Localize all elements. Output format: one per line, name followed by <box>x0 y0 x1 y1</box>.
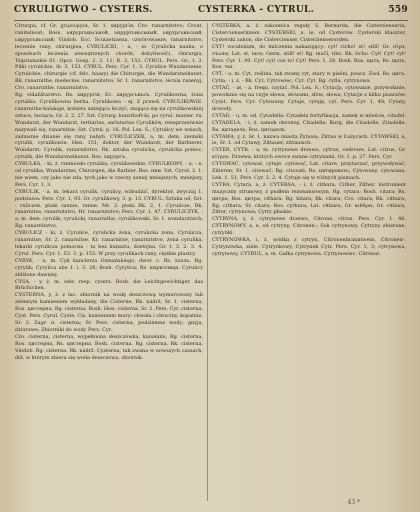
dictionary-entry: CYRULKA, - ki, ż. rzemiosło cyrulika, cyrulikowskie. CYRULKOWY, - a, - e, od cyrulika, Wundarztes, Chirurgen, die Barbier. Ros. нии. Szt. Cyrul. 2. 1. nie wiem, czy jako nie zda, tych jako w rzeczy samej mniejszych, mniejszy, Pers. Cyr. 1, 3. <box>15 161 203 188</box>
left-column <box>15 23 203 503</box>
dictionary-entry: Rg. vidalištarstvo. Rs. хирургія; Ec. хирургъиьсъ. Cyrulikowna, żona cyrulika. Cyrulikowna herba. Cyrulikowa - ej. Z prawd. CYRULIKOWIE. ranarnithe-kalakaje, kobieta umiejąca leczyć, znająca się na cyrulikowskiej sztuce, lecząca; Gr. 2. 2. 27. Szt. Cyrurg. kunsthoft-ki, po cyrul. manier. rn. Wundarzt, der Wundarzt, tertiarius, sarlatarius Cyrulików, reneprzeziwnie nazywali się, ranarnitse. Szt. Cyrul. p. 16. Pol. Lex. S.; Cyrulicy we wsiach, zadawnie dzianie się rany nabyli. CYRULICZEK, a, m. dem. ziemski cyrulik, cyrulikowie. Hen. 151; doktor, der Wundarzt, der Barbierer, Wundarzt; Cyrulik, ranarnitstvo, Rk. sztuka cyrulicka, cyrulicka pomoc, cyrulik, die Wundarzneikunst. Ros. хирургъ. <box>15 92 203 161</box>
dictionary-entry: CYTAWA, y, ż. Sr. 1. nazwa miasta Żytawa, Zittau w Łużycach. CYTAWSKI, a, ie, Sr. 1. od Cytawy, Zittauer, zittauisch. <box>212 133 406 147</box>
dictionary-entry: CYTRA, Cytara, a, ż. CYTERSA, - i, ż. cithara, Cither, Zither, instrument muzyczny strunowy, z pudłem rezonansowym, Rg. cytara; Bosh. citara; Rs. цитра; Ros. цитра; cithara. Rg. kitara; Rk. citara; Cro. citara; Rk. cithara; Rg. cithara; Sr. citara; Ros. cythara; Lat. cithara; Gr. κιθάρα; Gr. cithara, Zitter, cytrynowa; Cytry płaskie. <box>212 181 406 216</box>
dictionary-entry: CYSA, - y. ż. m. odw. resp. cyserz. Bosh. die Leichtgewichtiger, das Brüchichen. <box>15 278 203 292</box>
header-rule <box>14 20 408 21</box>
page-header <box>14 5 408 21</box>
dictionary-entry: CYTAD, - u, m. od. Cytadella: Cytadela fortyfikacja, zamek w mieście, citadel. CYTADELA, - i, ż. zamek obronny, Citadelle, Burg, die Citadelle, Zitadelle. Rs. цитадель; Ros. цитадель. <box>212 112 406 133</box>
dictionary-entry: CYT! vocabulum, do milczenia nakazujący: cyt! cicho! st! still! Gr. σίγα, σίωπα; Lat. st, tace; Germ. still! st! Rg. mučí, tiho. Rk. ticho. Cyt! Cyt! cyt! Pers. Cyr. 1. 90. Cyt! cyt! coz to! Cyt! Pers. 1, 28. Bosh. Ros. цыть; Rs. цыть, Ros. чш. <box>212 43 406 71</box>
dictionary-entry: CYRULICZ - ki, ż. Cyrulice, cyrulicka żona, cyrulicka żona, Cyrulicza, ranarnitse, Sr. 2. ranarnitse. Kr. ranarnitse, ranarnitstvo, żona cyrulika, lekarki cyrulicza pomocna - ta bez kunsztu, dostojna. Gr. t. 3. 2. 3. 4. Cyrul. Pers. Cyr. 1. 53. 3. p. 153. W przy cyrulikach rany, ciężkie plastry. <box>15 230 203 257</box>
page-number: 559 <box>388 5 408 15</box>
right-column <box>212 23 406 503</box>
dictionary-entry: CYTRYNA, y, ż. cytrynowe drzewo, Citrone, citrus. Pers. Cyr. 1. 46. CYTRYNOWY, a, e, od cytryny, Citronen-; Sok cytrynowy. Cytryny zbierane, cytrynki. <box>212 216 406 237</box>
dictionary-entry: CYTOWAĆ, cytował, cytuje. cytować, Lat. citare, przytaczać, przywoływać, Zitieren; Sr. 1. citować; Rg. citovati; Rs. цитировать; Cytowany, cytowana. Lek. 1. 51; Pers. Cyr. 2. 2. 4. Cytuje się w różnych pismach. <box>212 161 406 181</box>
dictionary-entry: CYTER, CYTR. - a, m. cytrynowe drzewo, cytrus, cedrowe, Lat. citrus, Gr. κίτρον. Drzewa, których owoce zwane cytrynami, Gr. 1. p. 27. Pers. Cyr. <box>212 147 406 161</box>
dictionary-entry: Cirurgia, cf. Gr. χειρουργια, Sr. 1. хирургїя; Cro. ranarnitstvo; Croat. ranitelnost; Boss. ьирургьиьсьиой, ьирургьиьсьиый, ьирургьиьсьий, ьирургьиьсьий; Vindob. Ecc. Scuiaetzaeza, czwórowaeze, ranarnitstvo, leczenie rany, chirurgiea, CYRULICKI, - a, - ie. Cyrulicka nauka, o sposobach leczenia zewnętrznych chorób, dobyliwośći, chirurgia, Tsiprianiskie 81. Opcz. Gosp. 2. 2. 11; B. 3, 153. CYRUL. Pers. Gr., t. 3. Pilki cyrulickie, ib. 3, 153. CYRUL. Pers. Cyr. 1, 3. Cyrulice Wundarzenie. Cyrulickie, chirurgie (cf. felc. haazy) die Chirurgie, die Wundarzneikunst. Rk. ranarnithe, medecine, ranarnitstvo, Sr. 1. ranarnitstvo, lécnia ranenyj, Cro. ranarnithe, ranarnitstvo. <box>15 23 203 92</box>
dictionary-entry: CYTAĆ, - ał, - a, frequ. czytać, Pol. Lex. S.; Cytacja, cytowanie, przywołanie, powołanie się na czyje słowa, słowami, słów; słowa; Cytacje z kilku pisarzów. Cytat. Pers. Cyr. Cytowany. Cytuje, cytuję, cyt. Pers. Cyr. 1, 48; Cytaty, dowody. <box>212 85 406 112</box>
dictionary-entry: Cro. cisterna, cisterna, wypełniona deszczówka, kanałami, Rg. cisterna, Ros. цистерна, Rs. цистерна, Bosh. cisterna. Rg. cisterna, Rk. cisterna, Vindob. Rg. cisterna. Rk. nádrž. Cysterna, tak zwana w nowszych czasach, dół, w którym zbiera się woda deszczowa, zbiornik. <box>15 333 203 361</box>
dictionary-entry: CYT. - u, m. Cyt, roślina, tak zwany cyt, stary w pieśni, poucz. Zool. Rs. цитъ. Cytla, - i, ż. - Bk. Cyt, Cytrowiec, Cyt. Cyt. Rg. cytla, cytrynowa. <box>212 71 406 85</box>
dictionary-entry: CYSTERNA, y, ż. z łac. zbiornik na wodę deszczową wymurowany lub ziemnym kamieniem wykładany, die Cisterne, Rk. nádrž, Sr. 1. cisterna, Ros. цистерна, Rg. cisterna; Bosh. Hen. cisterna, Sr. 2. Pers. Cyr. cisterna, Cyst. Pers. Cyrul. Cyste. Cis. kamieniem mury: chwała i chrzciny, kopalnie. Sr. 2. Zagr. n. cisterna; Sr. Pers. cisterna, podziemne wody; gnyja, dziurawe; Zbiorniki do wody Pers. Cyr. <box>15 292 203 333</box>
signature-mark: 43 * <box>347 499 360 506</box>
header-right-guideword: CYSTERKA - CYTRUL. <box>198 5 315 15</box>
column-divider <box>207 23 208 501</box>
dictionary-entry: CYRULIK, - a, m. lekarz cyrulik, cyrulicy, wzbudzić, dyrektor, zwyczaj 1. podstawa: Pers. Cyr. 1, 93. Gr. cyrulikowy, 3. p. 13. CYRUL. Sztuka od, Szt. - ruliczek. ptaki rannie, ranne. Mr. 3. ptaki Rk. 2, 1. Cyrulicze, Rk. ranarnitse, ranarnitstvo, Hr. ranarnitstvo; Pers. Cyr. 1. 47. CYRULICZYK, - a, m. dem. cyrulik, cyrulicki, ranarnithe, cyrulikowski, Sr. 1. wundarztisch; Rg. ranarnitstvo. <box>15 188 203 230</box>
dictionary-entry: CYSTERKA, a. ż. zakonnica reguły S. Bernarda, die Cisterzienserin, Cistercienserinnen. CYSTERSKI, a, ie, od Cysterów. Cysterski klasztor, Cysterski zakon, die Cistercienser, Cisterzienserorden. <box>212 23 406 43</box>
dictionary-entry: CYTRYNÓWKA, i, ż. wódka z cytryn, Citronenbranntwein, Citronen-. Cytrynówka, ziele. Cytrynkowy, Cytrynek Cytr. Pers. Cyr. 1, 3; cytrynowa, cytrynowy, CYTRUL, a, m. Gałka cytrynowa. Cytrynowiec, Citronat. <box>212 237 406 257</box>
dictionary-entry: CYRYK, - u. m. Cyk kanclerza Osmańskiego, dwor. c. Rs. хохлъ. Rg. cyrylik; Cyrylica abo 1. i. 3. 28; Bosh. Cyrylica; Rs. кириллица. Cyrulicy zbliżone dawniej. <box>15 257 203 278</box>
header-left-guideword: CYRULIGTWO - CYSTERS. <box>14 5 153 15</box>
